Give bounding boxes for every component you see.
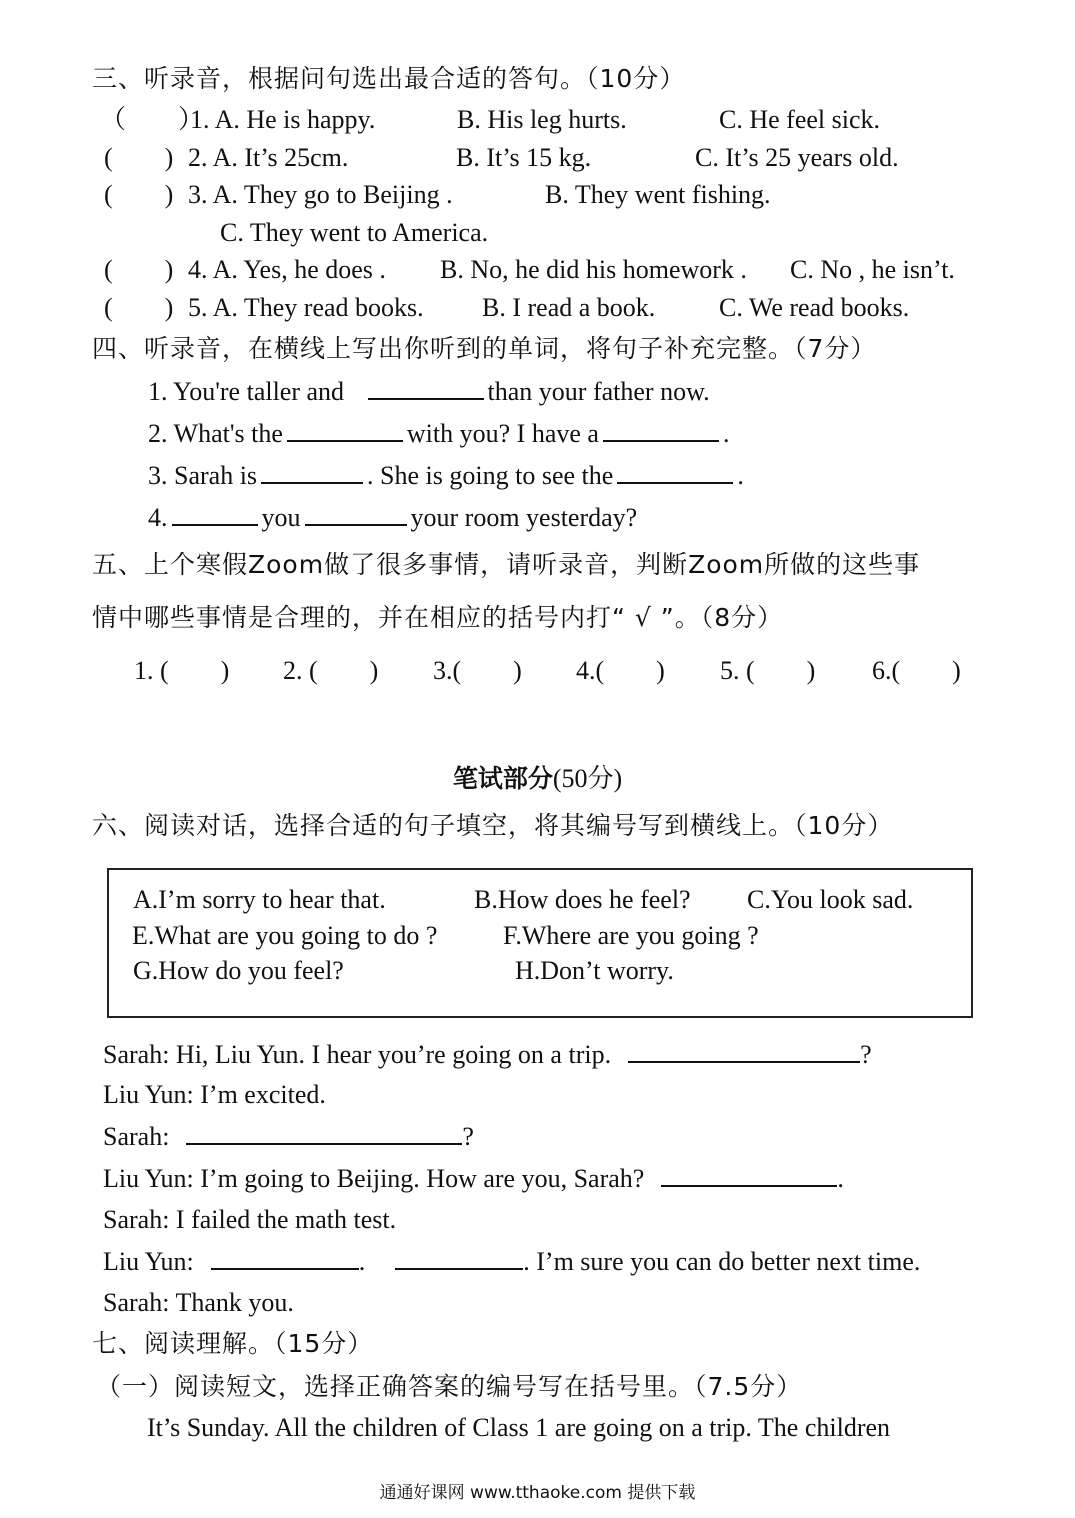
text: 3. Sarah is [148, 461, 258, 490]
option-b: B. It’s 15 kg. [456, 143, 592, 172]
fill-line-1 [148, 376, 710, 407]
text: . [737, 461, 744, 490]
option-a: 5. A. They read books. [188, 293, 424, 322]
option-b: B. I read a book. [482, 293, 656, 322]
text: with you? I have a [406, 419, 599, 448]
text: Liu Yun: I’m going to Beijing. How are you, Sarah? [103, 1164, 645, 1193]
blank-line[interactable] [261, 460, 363, 484]
answer-paren: ( ) [104, 143, 174, 172]
text: 2. What's the [148, 419, 283, 448]
judge-item-5[interactable]: 5. ( ) [720, 656, 816, 685]
option-a: 4. A. Yes, he does . [188, 255, 386, 284]
blank-line[interactable] [617, 460, 733, 484]
written-part-title [0, 758, 1075, 795]
dialogue-line-6 [103, 1246, 920, 1277]
q3-item-3-option-c: C. They went to America. [220, 218, 489, 247]
options-row-2 [0, 921, 1075, 951]
option-g: G.How do you feel? [133, 956, 344, 985]
text: 4. [148, 503, 168, 532]
option-e: E.What are you going to do ? [132, 921, 438, 950]
dialogue-line-3 [103, 1121, 474, 1152]
text: . I’m sure you can do better next time. [523, 1247, 921, 1276]
blank-line[interactable] [661, 1163, 837, 1187]
fill-line-2 [148, 418, 729, 449]
q3-item-4 [0, 255, 1075, 285]
text: Liu Yun: [103, 1247, 194, 1276]
option-a: A.I’m sorry to hear that. [133, 885, 386, 914]
section-5-title-line-2: 情中哪些事情是合理的，并在相应的括号内打“ √ ”。（8分） [92, 603, 784, 632]
option-b: B. They went fishing. [545, 180, 771, 209]
blank-line[interactable] [172, 502, 258, 526]
text: your room yesterday? [410, 503, 638, 532]
option-a: 3. A. They go to Beijing . [188, 180, 453, 209]
option-c: C.You look sad. [747, 885, 914, 914]
judge-item-4[interactable]: 4.( ) [576, 656, 665, 685]
text: you [261, 503, 301, 532]
blank-line[interactable] [628, 1039, 860, 1063]
page-footer: 通通好课网 www.tthaoke.com 提供下载 [379, 1483, 696, 1503]
answer-paren: ( ) [104, 293, 174, 322]
fill-line-4 [148, 502, 637, 533]
dialogue-line-4 [103, 1163, 844, 1194]
dialogue-line-2: Liu Yun: I’m excited. [103, 1080, 326, 1109]
section-3-title: 三、听录音，根据问句选出最合适的答句。（10分） [92, 64, 686, 93]
answer-paren: （ ） [100, 105, 205, 134]
section-7-title: 七、阅读理解。（15分） [92, 1329, 374, 1358]
option-b: B. No, he did his homework . [440, 255, 747, 284]
text: than your father now. [487, 377, 710, 406]
text: ? [462, 1122, 474, 1151]
options-row-1 [0, 885, 1075, 915]
q3-item-3 [0, 180, 1075, 210]
judge-item-3[interactable]: 3.( ) [433, 656, 522, 685]
dialogue-line-1 [103, 1039, 872, 1070]
blank-line[interactable] [305, 502, 407, 526]
option-a: 2. A. It’s 25cm. [188, 143, 349, 172]
section-6-title: 六、阅读对话，选择合适的句子填空，将其编号写到横线上。（10分） [92, 811, 894, 840]
blank-line[interactable] [395, 1246, 523, 1270]
text: . [358, 1247, 366, 1276]
section-5-title-line-1: 五、上个寒假Zoom做了很多事情，请听录音，判断Zoom所做的这些事 [92, 550, 921, 579]
option-c: C. He feel sick. [719, 105, 881, 134]
text: . [837, 1164, 844, 1193]
blank-line[interactable] [368, 376, 484, 400]
text: 1. You're taller and [148, 377, 345, 406]
dialogue-line-7: Sarah: Thank you. [103, 1288, 294, 1317]
q3-item-2 [0, 143, 1075, 173]
written-title-bold: 笔试部分 [452, 764, 553, 793]
judge-item-6[interactable]: 6.( ) [872, 656, 961, 685]
blank-line[interactable] [603, 418, 719, 442]
q3-item-1 [0, 105, 1075, 135]
section-7-subtitle: （一）阅读短文，选择正确答案的编号写在括号里。（7.5分） [96, 1372, 803, 1401]
text: ? [860, 1040, 872, 1069]
option-f: F.Where are you going ? [503, 921, 759, 950]
text: . [722, 419, 730, 448]
options-row-3 [0, 956, 1075, 986]
dialogue-line-5: Sarah: I failed the math test. [103, 1205, 397, 1234]
blank-line[interactable] [287, 418, 403, 442]
section-4-title: 四、听录音，在横线上写出你听到的单词，将句子补充完整。（7分） [92, 334, 877, 363]
judge-items [0, 656, 1075, 686]
blank-line[interactable] [186, 1121, 462, 1145]
fill-line-3 [148, 460, 744, 491]
option-b: B.How does he feel? [474, 885, 691, 914]
option-c: C. We read books. [719, 293, 910, 322]
option-b: B. His leg hurts. [457, 105, 627, 134]
option-a: 1. A. He is happy. [190, 105, 376, 134]
option-c: C. It’s 25 years old. [695, 143, 899, 172]
text: Sarah: Hi, Liu Yun. I hear you’re going on a trip. [103, 1040, 612, 1069]
text: Sarah: [103, 1122, 170, 1151]
option-h: H.Don’t worry. [515, 956, 674, 985]
answer-paren: ( ) [104, 255, 174, 284]
text: . She is going to see the [367, 461, 614, 490]
judge-item-1[interactable]: 1. ( ) [134, 656, 230, 685]
option-c: C. No , he isn’t. [790, 255, 955, 284]
answer-paren: ( ) [104, 180, 174, 209]
written-title-score: (50分) [552, 764, 623, 793]
judge-item-2[interactable]: 2. ( ) [283, 656, 379, 685]
q3-item-5 [0, 293, 1075, 323]
blank-line[interactable] [211, 1246, 359, 1270]
reading-passage: It’s Sunday. All the children of Class 1 are going on a trip. The children [147, 1413, 891, 1442]
